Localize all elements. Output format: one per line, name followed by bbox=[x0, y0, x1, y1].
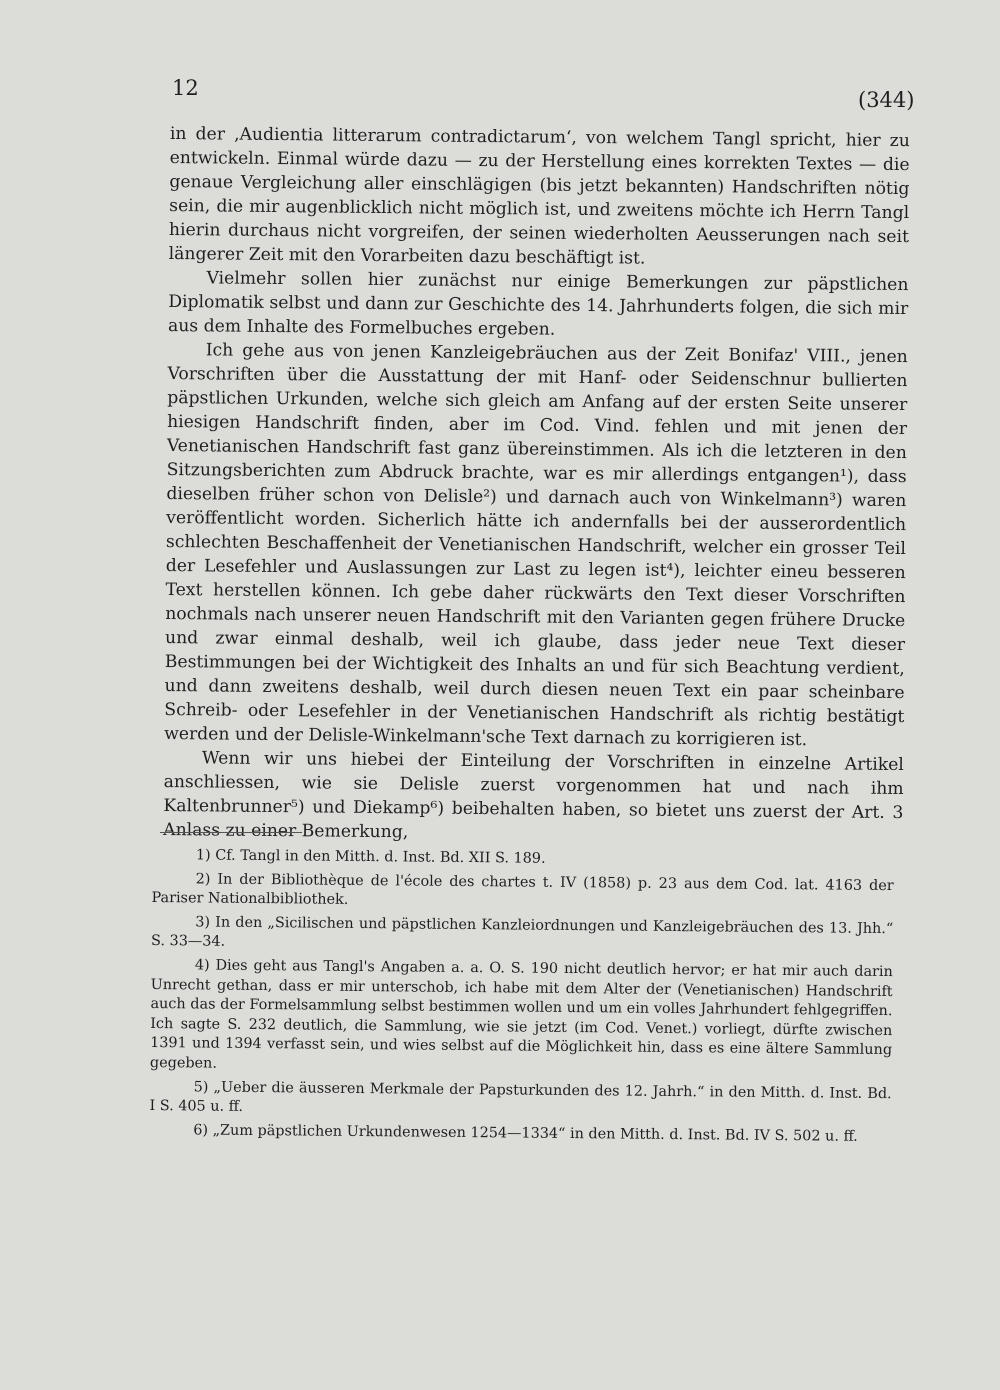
footnote: 3) In den „Sicilischen und päpstlichen Kanzleiordnungen und Kanzleigebräuchen des 13. Jhh.“ S. 33—34. bbox=[151, 914, 894, 951]
paragraph: in der ‚Audientia litterarum contradictarum‘, von welchem Tangl spricht, hier zu entwickeln. Einmal würde dazu — zu der Herstellung eines korrekten Textes — die genaue Vergleichung aller einschlägigen (bis jetzt bekannten) Handschriften nötig sein, die mir augenblicklich nicht möglich ist, und zweitens möchte ich Herrn Tangl hierin durchaus nicht vorgreifen, der seinen wiederholten Aeusserungen nach seit längerer Zeit mit den Vorarbeiten dazu beschäftigt ist. bbox=[168, 123, 910, 269]
footnote: 1) Cf. Tangl in den Mitth. d. Inst. Bd. XII S. 189. bbox=[195, 847, 546, 867]
paragraph: Wenn wir uns hiebei der Einteilung der Vorschriften in einzelne Artikel anschliessen, wie sie Delisle zuerst vorgenommen hat und nach ihm Kaltenbrunner⁵) und Diekamp⁶) beibehalten haben, so bietet uns zuerst der Art. 3 Anlass zu einer Bemerkung, bbox=[163, 748, 904, 843]
page-number: 12 bbox=[172, 76, 199, 100]
footnotes bbox=[149, 846, 894, 1151]
footnote: 4) Dies geht aus Tangl's Angaben a. a. O. S. 190 nicht deutlich hervor; er hat mir auch darin Unrecht gethan, dass er mir unterschob, ich habe mit dem Alter der (Venetianischen) Handschrift auch das der Formelsammlung selbst bestimmen wollen und um ein volles Jahrhundert fehlgegriffen. Ich sagte S. 232 deutlich, die Sammlung, wie sie jetzt (im Cod. Venet.) vorliegt, dürfte zwischen 1391 und 1394 verfasst sein, und wies selbst auf die Möglichkeit hin, dass es eine ältere Sammlung gegeben. bbox=[149, 957, 893, 1072]
section-number: (344) bbox=[858, 88, 915, 112]
footnote: 5) „Ueber die äusseren Merkmale der Papsturkunden des 12. Jahrh.“ in den Mitth. d. Inst. Bd. I S. 405 u. ff. bbox=[149, 1078, 892, 1116]
main-text bbox=[163, 122, 910, 849]
footnote: 6) „Zum päpstlichen Urkundenwesen 1254—1334“ in den Mitth. d. Inst. Bd. IV S. 502 u. ff. bbox=[193, 1122, 858, 1145]
footnote: 2) In der Bibliothèque de l'école des chartes t. IV (1858) p. 23 aus dem Cod. lat. 4163 der Pariser Nationalbibliothek. bbox=[151, 871, 894, 909]
footnote-divider bbox=[160, 832, 302, 833]
paragraph: Vielmehr sollen hier zunächst nur einige Bemerkungen zur päpstlichen Diplomatik selbst und dann zur Geschichte des 14. Jahrhunderts folgen, die sich mir aus dem Inhalte des Formelbuches ergeben. bbox=[167, 268, 909, 340]
paragraph: Ich gehe aus von jenen Kanzleigebräuchen aus der Zeit Bonifaz' VIII., jenen Vorschriften über die Ausstattung der mit Hanf- oder Seidenschnur bullierten päpstlichen Urkunden, welche sich gleich am Anfang auf der ersten Seite unserer hiesigen Handschrift finden, aber im Cod. Vind. fehlen und mit jenen der Venetianischen Handschrift fast ganz übereinstimmen. Als ich die letzteren in den Sitzungsberichten zum Abdruck brachte, war es mir allerdings entgangen¹), dass dieselben früher schon von Delisle²) und darnach auch von Winkelmann³) waren veröffentlicht worden. Sicherlich hätte ich andernfalls bei der ausserordentlich schlechten Beschaffenheit der Venetianischen Handschrift, welcher ein grosser Teil der Lesefehler und Auslassungen zur Last zu legen ist⁴), leichter eineu besseren Text herstellen können. Ich gebe daher rückwärts den Text dieser Vorschriften nochmals nach unserer neuen Handschrift mit den Varianten gegen frühere Drucke und zwar einmal deshalb, weil ich glaube, dass jeder neue Text dieser Bestimmungen bei der Wichtigkeit des Inhalts an und für sich Beachtung verdient, und dann zweitens deshalb, weil durch diesen neuen Text ein paar scheinbare Schreib- oder Lesefehler in der Venetianischen Handschrift als richtig bestätigt werden und der Delisle-Winkelmann'sche Text darnach zu korrigieren ist. bbox=[164, 340, 908, 751]
